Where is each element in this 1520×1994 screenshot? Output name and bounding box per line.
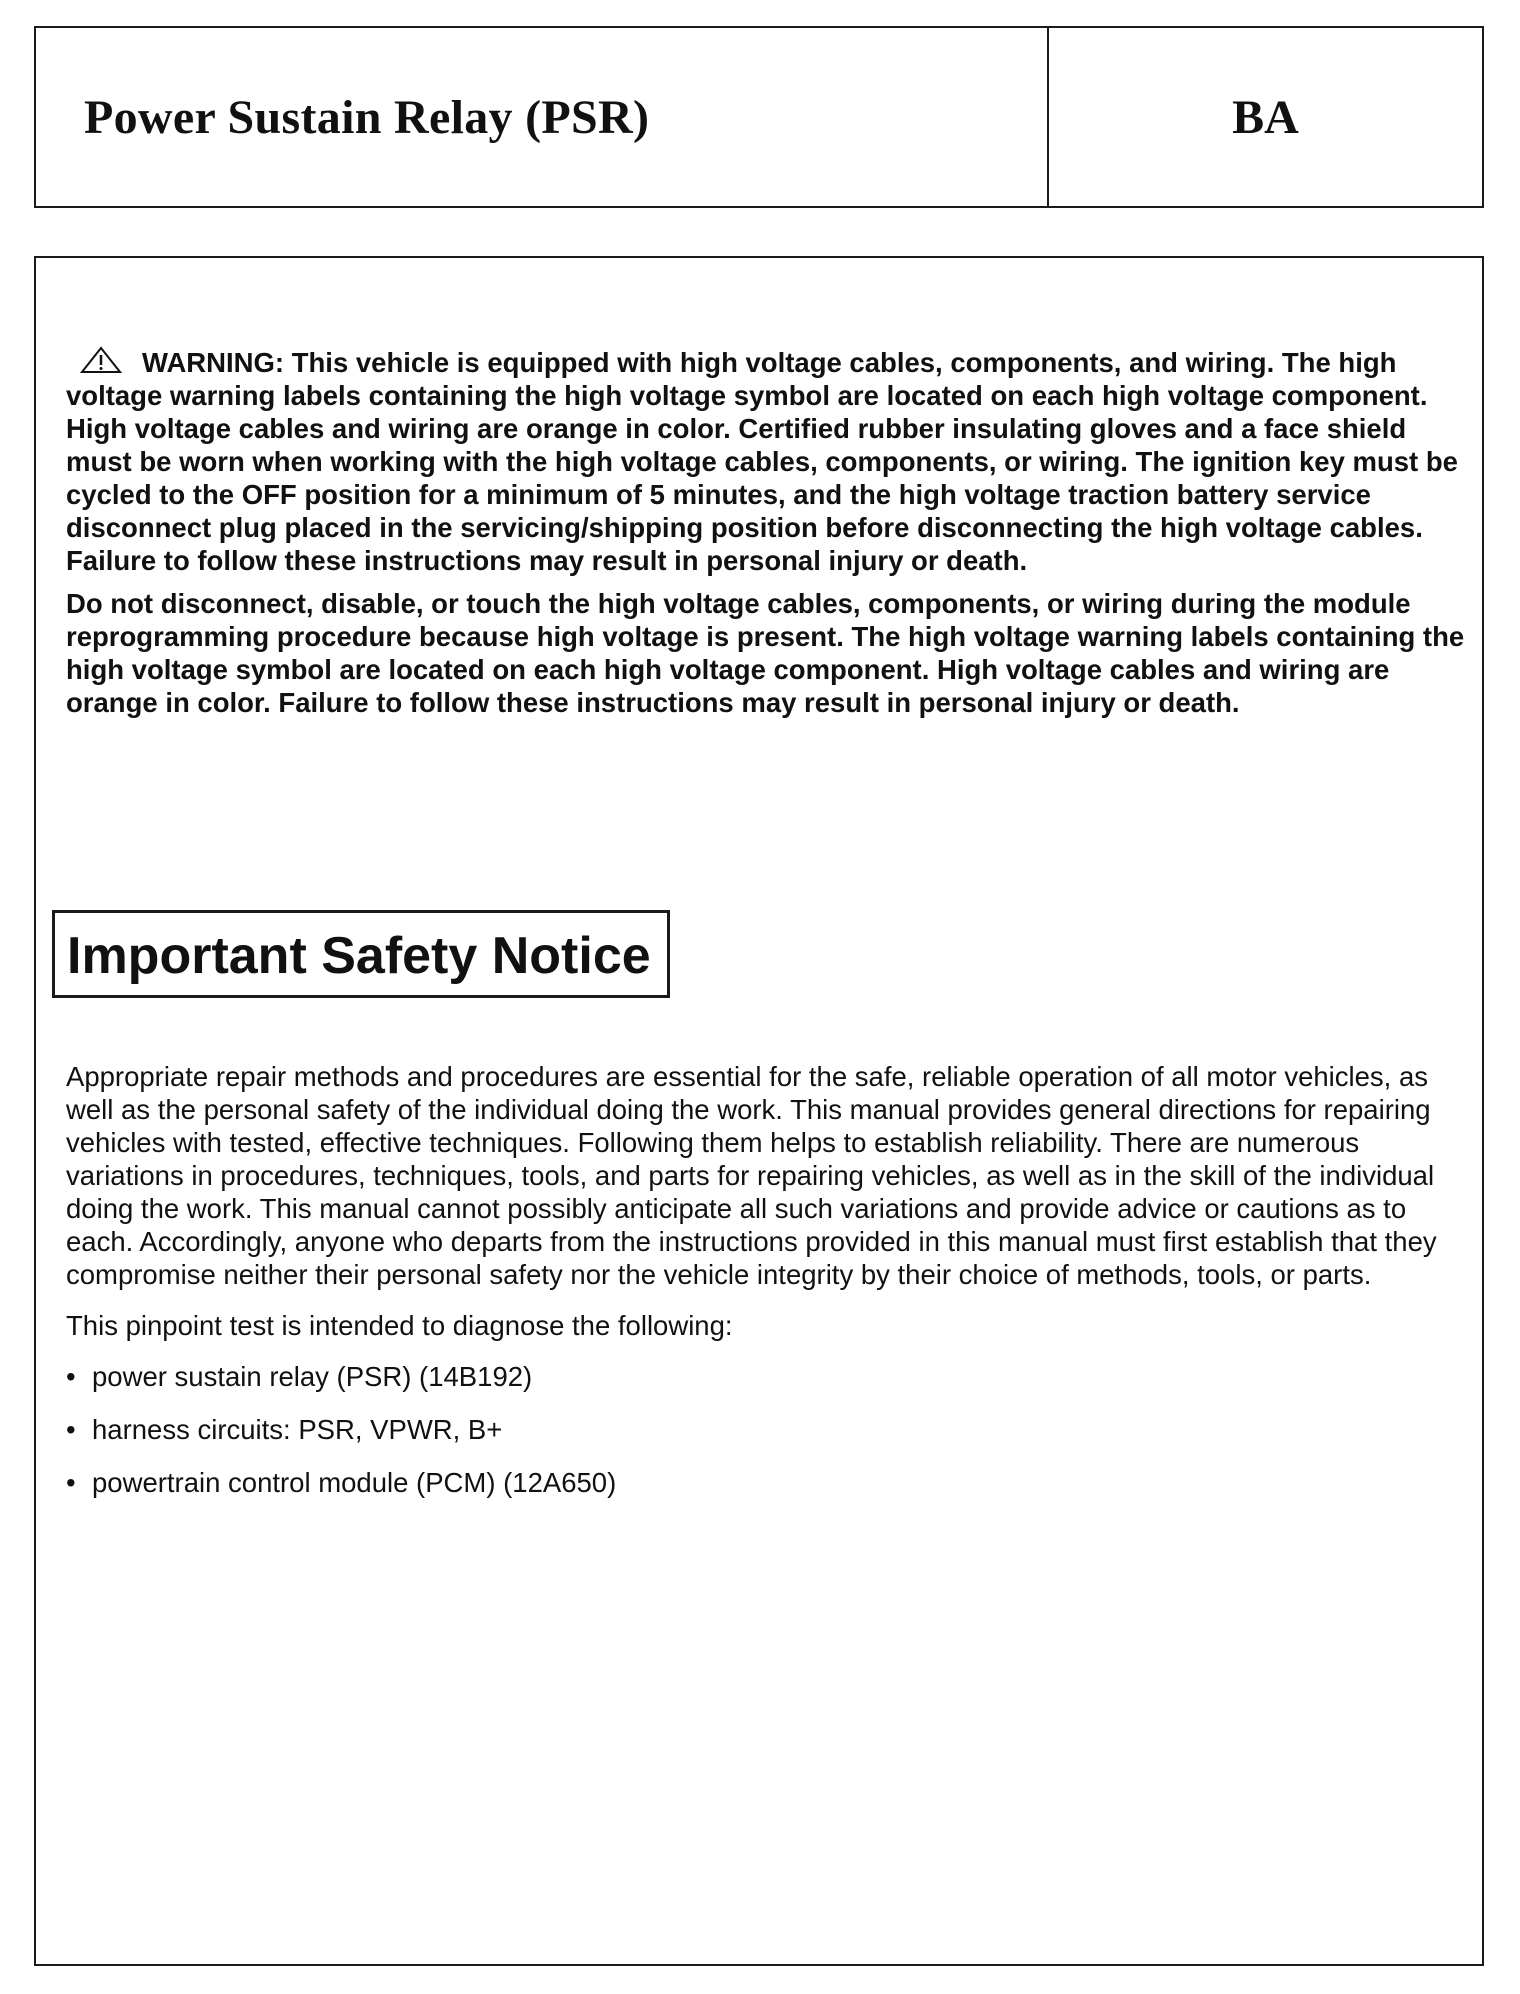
list-item <box>66 1466 1466 1499</box>
warning-paragraph-1 <box>66 346 1466 577</box>
list-item <box>66 1360 1466 1393</box>
page-title: Power Sustain Relay (PSR) <box>84 90 650 144</box>
diagnosis-list <box>66 1360 1466 1499</box>
header-table <box>34 26 1484 208</box>
notice-body <box>66 1060 1466 1519</box>
warning-triangle-icon <box>80 346 122 374</box>
warning-text-1: WARNING: This vehicle is equipped with high voltage cables, components, and wiring. The high voltage warning labels containing the high voltage symbol are located on each high voltage component. High voltage cables and wiring are orange in color. Certified rubber insulating gloves and a face shield must be worn when working with the high voltage cables, components, or wiring. The ignition key must be cycled to the OFF position for a minimum of 5 minutes, and the high voltage traction battery service disconnect plug placed in the servicing/shipping position before disconnecting the high voltage cables. Failure to follow these instructions may result in personal injury or death. <box>66 347 1458 576</box>
warning-block <box>66 346 1466 729</box>
section-code: BA <box>1232 90 1299 144</box>
warning-paragraph-2: Do not disconnect, disable, or touch the high voltage cables, components, or wiring during the module reprogramming procedure because high voltage is present. The high voltage warning labels containing the high voltage symbol are located on each high voltage component. High voltage cables and wiring are orange in color. Failure to follow these instructions may result in personal injury or death. <box>66 588 1465 718</box>
test-intro: This pinpoint test is intended to diagnose the following: <box>66 1310 733 1341</box>
list-item-text: power sustain relay (PSR) (14B192) <box>92 1361 533 1392</box>
list-item <box>66 1413 1466 1446</box>
header-code-cell <box>1049 28 1482 206</box>
bullet-icon: • <box>66 1414 76 1445</box>
content-frame <box>34 256 1484 1966</box>
bullet-icon: • <box>66 1467 76 1498</box>
notice-heading: Important Safety Notice <box>67 927 651 985</box>
header-title-cell <box>36 28 1049 206</box>
notice-paragraph: Appropriate repair methods and procedures are essential for the safe, reliable operation of all motor vehicles, as well as the personal safety of the individual doing the work. This manual provides general directions for repairing vehicles with tested, effective techniques. Following them helps to establish reliability. There are numerous variations in procedures, techniques, tools, and parts for repairing vehicles, as well as in the skill of the individual doing the work. This manual cannot possibly anticipate all such variations and provide advice or cautions as to each. Accordingly, anyone who departs from the instructions provided in this manual must first establish that they compromise neither their personal safety nor the vehicle integrity by their choice of methods, tools, or parts. <box>66 1061 1437 1290</box>
notice-heading-box <box>52 910 670 998</box>
bullet-icon: • <box>66 1361 76 1392</box>
list-item-text: harness circuits: PSR, VPWR, B+ <box>92 1414 503 1445</box>
list-item-text: powertrain control module (PCM) (12A650) <box>92 1467 617 1498</box>
